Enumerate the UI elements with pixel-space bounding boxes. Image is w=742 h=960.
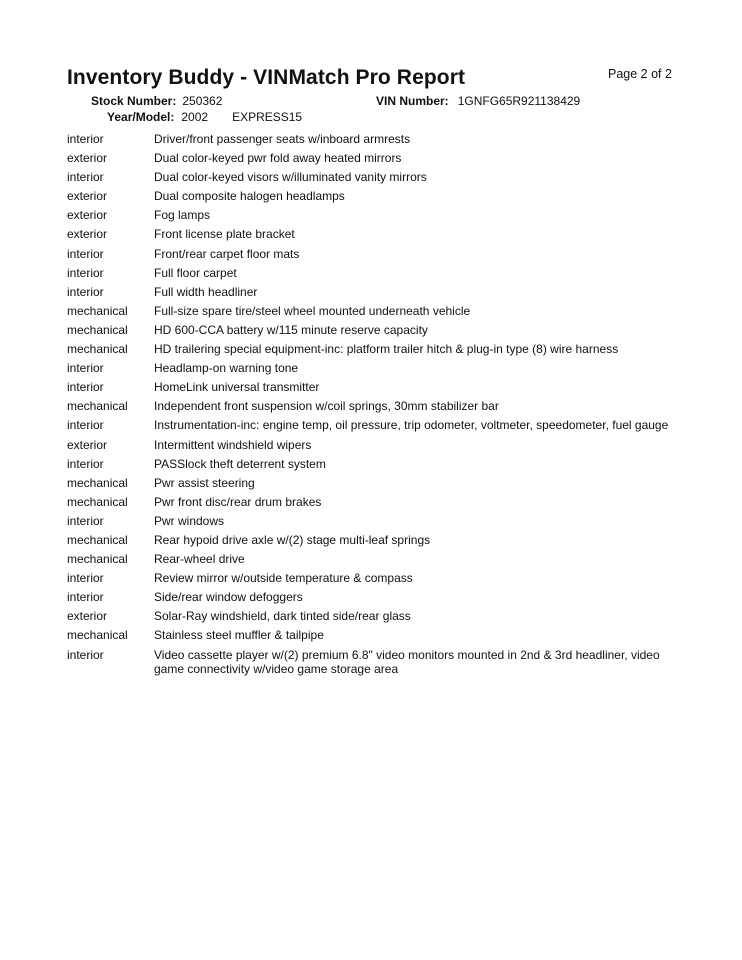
page-indicator: Page 2 of 2 xyxy=(608,67,672,81)
feature-category: exterior xyxy=(67,151,108,166)
feature-description: Video cassette player w/(2) premium 6.8" video monitors mounted in 2nd & 3rd headliner, video game connectivity w/video game storage area xyxy=(154,647,660,676)
model-value: EXPRESS15 xyxy=(232,110,303,124)
stock-number-row xyxy=(91,94,222,108)
feature-description: Full-size spare tire/steel wheel mounted underneath vehicle xyxy=(154,303,471,318)
vin-number-value: 1GNFG65R921138429 xyxy=(457,94,581,108)
feature-row xyxy=(67,571,687,585)
feature-category: exterior xyxy=(67,189,108,204)
feature-description: HD 600-CCA battery w/115 minute reserve capacity xyxy=(154,322,428,337)
feature-category: mechanical xyxy=(67,532,128,547)
feature-description: Dual color-keyed pwr fold away heated mirrors xyxy=(154,151,402,166)
feature-description: Fog lamps xyxy=(154,208,211,223)
feature-row xyxy=(67,648,687,676)
feature-row xyxy=(67,151,687,165)
feature-category: mechanical xyxy=(67,552,128,567)
feature-description: Rear hypoid drive axle w/(2) stage multi-leaf springs xyxy=(154,532,431,547)
feature-row xyxy=(67,285,687,299)
feature-row xyxy=(67,399,687,413)
feature-category: mechanical xyxy=(67,399,128,414)
feature-row xyxy=(67,380,687,394)
feature-row xyxy=(67,438,687,452)
stock-number-value: 250362 xyxy=(182,94,223,108)
feature-category: mechanical xyxy=(67,475,128,490)
feature-row xyxy=(67,495,687,509)
feature-row xyxy=(67,132,687,146)
feature-row xyxy=(67,342,687,356)
feature-category: interior xyxy=(67,513,104,528)
feature-row xyxy=(67,304,687,318)
feature-category: interior xyxy=(67,246,104,261)
feature-row xyxy=(67,227,687,241)
feature-description: Pwr assist steering xyxy=(154,475,255,490)
feature-row xyxy=(67,609,687,623)
feature-description: Front/rear carpet floor mats xyxy=(154,246,300,261)
feature-category: interior xyxy=(67,170,104,185)
feature-row xyxy=(67,552,687,566)
vin-number-row xyxy=(376,94,580,108)
feature-description: Solar-Ray windshield, dark tinted side/rear glass xyxy=(154,609,411,624)
feature-category: interior xyxy=(67,361,104,376)
feature-category: mechanical xyxy=(67,303,128,318)
feature-category: interior xyxy=(67,380,104,395)
feature-category: mechanical xyxy=(67,342,128,357)
feature-category: interior xyxy=(67,590,104,605)
feature-category: exterior xyxy=(67,208,108,223)
year-model-row xyxy=(107,110,302,124)
vin-number-label: VIN Number: xyxy=(376,94,449,108)
feature-category: interior xyxy=(67,456,104,471)
feature-row xyxy=(67,590,687,604)
feature-description: Full width headliner xyxy=(154,284,258,299)
feature-category: interior xyxy=(67,284,104,299)
feature-row xyxy=(67,514,687,528)
feature-row xyxy=(67,323,687,337)
stock-number-label: Stock Number: xyxy=(91,94,177,108)
feature-row xyxy=(67,476,687,490)
feature-description: Headlamp-on warning tone xyxy=(154,361,299,376)
feature-category: interior xyxy=(67,647,104,662)
feature-description: Intermittent windshield wipers xyxy=(154,437,312,452)
feature-description: Review mirror w/outside temperature & compass xyxy=(154,571,413,586)
feature-category: mechanical xyxy=(67,628,128,643)
feature-description: Pwr front disc/rear drum brakes xyxy=(154,494,322,509)
feature-row xyxy=(67,266,687,280)
feature-row xyxy=(67,533,687,547)
feature-row xyxy=(67,170,687,184)
feature-category: exterior xyxy=(67,609,108,624)
feature-category: interior xyxy=(67,571,104,586)
feature-category: interior xyxy=(67,132,104,146)
feature-description: Dual composite halogen headlamps xyxy=(154,189,345,204)
year-model-label: Year/Model: xyxy=(107,110,175,124)
feature-category: exterior xyxy=(67,227,108,242)
feature-row xyxy=(67,457,687,471)
feature-description: HomeLink universal transmitter xyxy=(154,380,320,395)
feature-description: Stainless steel muffler & tailpipe xyxy=(154,628,324,643)
feature-row xyxy=(67,628,687,642)
feature-row xyxy=(67,361,687,375)
feature-row xyxy=(67,247,687,261)
feature-description: Full floor carpet xyxy=(154,265,237,280)
feature-description: Instrumentation-inc: engine temp, oil pressure, trip odometer, voltmeter, speedometer, fuel gauge xyxy=(154,418,669,433)
feature-description: Independent front suspension w/coil springs, 30mm stabilizer bar xyxy=(154,399,499,414)
feature-description: HD trailering special equipment-inc: platform trailer hitch & plug-in type (8) wire harness xyxy=(154,342,619,357)
feature-description: Dual color-keyed visors w/illuminated vanity mirrors xyxy=(154,170,427,185)
year-value: 2002 xyxy=(181,110,209,124)
feature-category: interior xyxy=(67,418,104,433)
feature-description: PASSlock theft deterrent system xyxy=(154,456,326,471)
feature-category: mechanical xyxy=(67,494,128,509)
feature-row xyxy=(67,418,687,432)
feature-description: Rear-wheel drive xyxy=(154,552,245,567)
feature-description: Driver/front passenger seats w/inboard armrests xyxy=(154,132,411,146)
feature-description: Front license plate bracket xyxy=(154,227,295,242)
feature-category: exterior xyxy=(67,437,108,452)
feature-description: Side/rear window defoggers xyxy=(154,590,303,605)
feature-category: interior xyxy=(67,265,104,280)
report-title: Inventory Buddy - VINMatch Pro Report xyxy=(67,66,466,89)
features-list xyxy=(67,132,687,681)
feature-category: mechanical xyxy=(67,322,128,337)
feature-row xyxy=(67,208,687,222)
feature-description: Pwr windows xyxy=(154,513,225,528)
feature-row xyxy=(67,189,687,203)
